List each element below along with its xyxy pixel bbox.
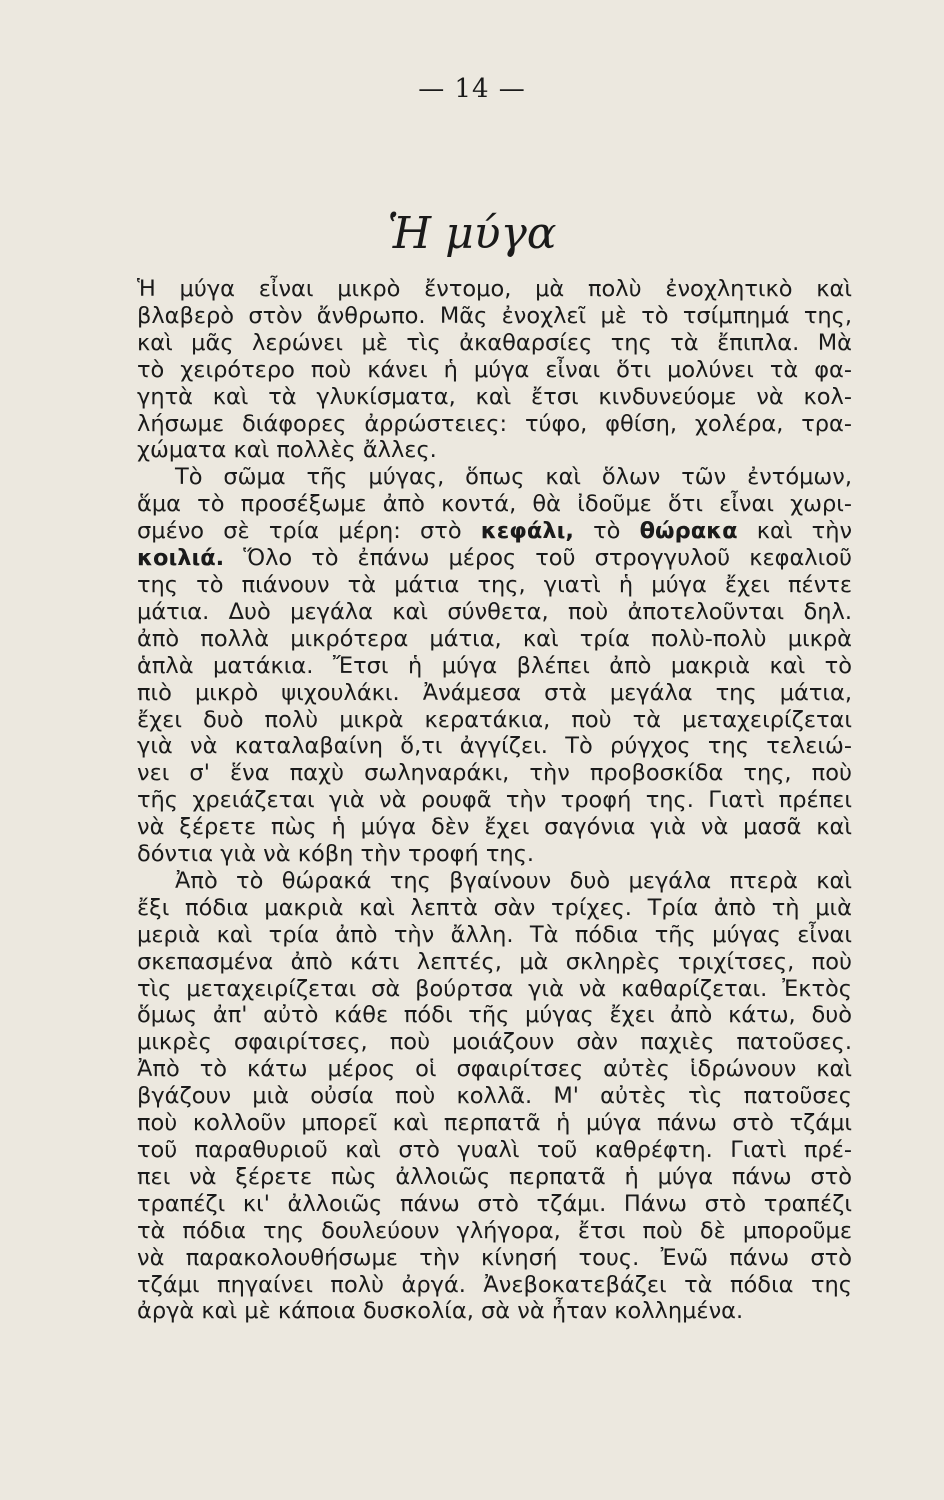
- text-fragment: τὸ: [593, 518, 621, 545]
- text-line: Ἀπὸ τὸ κάτω μέρος οἱ σφαιρίτσες αὐτὲς ἱδρώνουν καὶ: [137, 1056, 852, 1083]
- text-line: βλαβερὸ στὸν ἄνθρωπο. Μᾶς ἐνοχλεῖ μὲ τὸ τσίμπημά της,: [137, 302, 852, 329]
- text-line: ἀργὰ καὶ μὲ κάποια δυσκολία, σὰ νὰ ἦταν κολλημένα.: [137, 1298, 744, 1325]
- text-line: μικρὲς σφαιρίτσες, ποὺ μοιάζουν σὰν παχιὲς πατοῦσες.: [137, 1029, 852, 1056]
- text-line: ὅμως ἀπ' αὐτὸ κάθε πόδι τῆς μύγας ἔχει ἀπὸ κάτω, δυὸ: [137, 1002, 852, 1029]
- page-number: — 14 —: [418, 74, 526, 104]
- text-line: πιὸ μικρὸ ψιχουλάκι. Ἀνάμεσα στὰ μεγάλα της μάτια,: [137, 679, 852, 706]
- text-fragment: καὶ τὴν: [756, 518, 853, 545]
- text-line: νει σ' ἕνα παχὺ σωληναράκι, τὴν προβοσκίδα της, ποὺ: [137, 760, 852, 787]
- paragraph-first-line: Ἀπὸ τὸ θώρακά της βγαίνουν δυὸ μεγάλα πτερὰ καὶ: [175, 867, 852, 894]
- term-head: κεφάλι,: [480, 518, 574, 545]
- text-line: τζάμι πηγαίνει πολὺ ἀργά. Ἀνεβοκατεβάζει τὰ πόδια της: [137, 1271, 852, 1298]
- text-line: σκεπασμένα ἀπὸ κάτι λεπτές, μὰ σκληρὲς τριχίτσες, ποὺ: [137, 948, 852, 975]
- text-fragment: στὸ: [420, 518, 462, 545]
- text-line: μάτια. Δυὸ μεγάλα καὶ σύνθετα, ποὺ ἀποτελοῦνται δηλ.: [137, 598, 852, 625]
- text-line: ἀπὸ πολλὰ μικρότερα μάτια, καὶ τρία πολὺ-πολὺ μικρὰ: [137, 625, 852, 652]
- text-line: τὶς μεταχειρίζεται σὰ βούρτσα γιὰ νὰ καθαρίζεται. Ἐκτὸς: [137, 975, 852, 1002]
- text-line: της τὸ πιάνουν τὰ μάτια της, γιατὶ ἡ μύγα ἔχει πέντε: [137, 571, 852, 598]
- text-line: ἅμα τὸ προσέξωμε ἀπὸ κοντά, θὰ ἰδοῦμε ὅτι εἶναι χωρι-: [137, 491, 852, 518]
- text-line: βγάζουν μιὰ οὐσία ποὺ κολλᾶ. Μ' αὐτὲς τὶς πατοῦσες: [137, 1083, 852, 1110]
- chapter-title: Ἡ μύγα: [387, 208, 557, 259]
- text-line: νὰ ξέρετε πὼς ἡ μύγα δὲν ἔχει σαγόνια γιὰ νὰ μασᾶ καὶ: [137, 814, 852, 841]
- text-line: γητὰ καὶ τὰ γλυκίσματα, καὶ ἔτσι κινδυνεύομε νὰ κολ-: [137, 383, 852, 410]
- text-line: νὰ παρακολουθήσωμε τὴν κίνησή τους. Ἐνῶ πάνω στὸ: [137, 1244, 852, 1271]
- text-line: ἔξι πόδια μακριὰ καὶ λεπτὰ σὰν τρίχες. Τρία ἀπὸ τὴ μιὰ: [137, 894, 852, 921]
- text-line: ποὺ κολλοῦν μπορεῖ καὶ περπατᾶ ἡ μύγα πάνω στὸ τζάμι: [137, 1110, 852, 1137]
- text-line: τῆς χρειάζεται γιὰ νὰ ρουφᾶ τὴν τροφή της. Γιατὶ πρέπει: [137, 787, 852, 814]
- text-line-mixed: [137, 545, 852, 572]
- text-line: χώματα καὶ πολλὲς ἄλλες.: [137, 437, 437, 464]
- text-line: τραπέζι κι' ἀλλοιῶς πάνω στὸ τζάμι. Πάνω στὸ τραπέζι: [137, 1190, 852, 1217]
- text-fragment: Ὅλο τὸ ἐπάνω μέρος τοῦ στρογγυλοῦ κεφαλιοῦ: [243, 545, 853, 572]
- text-line: πει νὰ ξέρετε πὼς ἀλλοιῶς περπατᾶ ἡ μύγα πάνω στὸ: [137, 1163, 852, 1190]
- text-line: δόντια γιὰ νὰ κόβη τὴν τροφή της.: [137, 841, 535, 868]
- text-line: τὰ πόδια της δουλεύουν γλήγορα, ἔτσι ποὺ δὲ μποροῦμε: [137, 1217, 852, 1244]
- text-fragment: σμένο σὲ τρία μέρη:: [137, 518, 401, 545]
- term-thorax: θώρακα: [639, 518, 738, 545]
- text-line: μεριὰ καὶ τρία ἀπὸ τὴν ἄλλη. Τὰ πόδια τῆς μύγας εἶναι: [137, 921, 852, 948]
- text-line: λήσωμε διάφορες ἀρρώστειες: τύφο, φθίση, χολέρα, τρα-: [137, 410, 852, 437]
- text-line-mixed: [137, 518, 852, 545]
- text-line: τὸ χειρότερο ποὺ κάνει ἡ μύγα εἶναι ὅτι μολύνει τὰ φα-: [137, 356, 852, 383]
- text-line: καὶ μᾶς λερώνει μὲ τὶς ἀκαθαρσίες της τὰ ἔπιπλα. Μὰ: [137, 329, 852, 356]
- text-line: ἁπλὰ ματάκια. Ἔτσι ἡ μύγα βλέπει ἀπὸ μακριὰ καὶ τὸ: [137, 652, 852, 679]
- paragraph-first-line: Τὸ σῶμα τῆς μύγας, ὅπως καὶ ὅλων τῶν ἐντόμων,: [175, 464, 852, 491]
- text-line: ἔχει δυὸ πολὺ μικρὰ κερατάκια, ποὺ τὰ μεταχειρίζεται: [137, 706, 852, 733]
- text-line: Ἡ μύγα εἶναι μικρὸ ἔντομο, μὰ πολὺ ἐνοχλητικὸ καὶ: [137, 276, 852, 302]
- text-line: γιὰ νὰ καταλαβαίνη ὅ,τι ἀγγίζει. Τὸ ρύγχος της τελειώ-: [137, 733, 852, 760]
- text-line: τοῦ παραθυριοῦ καὶ στὸ γυαλὶ τοῦ καθρέφτη. Γιατὶ πρέ-: [137, 1137, 852, 1163]
- body-text: [137, 276, 852, 1325]
- term-abdomen: κοιλιά.: [137, 545, 225, 572]
